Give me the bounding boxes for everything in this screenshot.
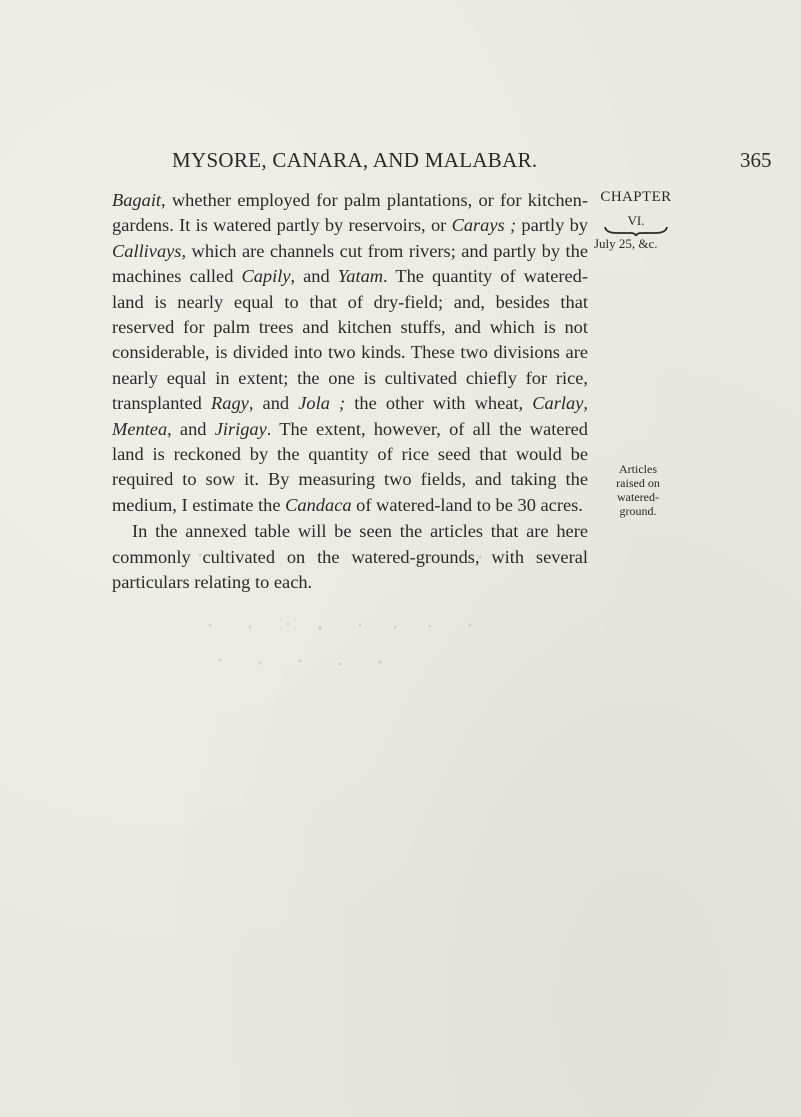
text-run: , [583, 393, 588, 414]
margin-note [593, 462, 683, 518]
chapter-number: VI. [627, 213, 645, 228]
show-through-marks [190, 545, 610, 695]
italic-term: Ragy [211, 393, 249, 414]
margin-note-line: ground. [619, 504, 657, 518]
paragraph [112, 188, 588, 518]
chapter-label: CHAPTER [600, 189, 672, 205]
italic-term: Jola ; [298, 393, 346, 414]
page-number: 365 [740, 148, 772, 172]
italic-term: Candaca [285, 494, 352, 515]
text-run: . The quantity of watered-land is nearly equal to that of dry-field; and, besides that reserved for palm trees and kitchen stuffs, and which is not considerable, is divided into two kinds. These two divisions are nearly equal in extent; the one is cultivated chiefly for rice, transplanted [112, 266, 588, 414]
body-text [112, 188, 588, 596]
margin-note-line: Articles [619, 462, 657, 476]
text-run: , and [167, 418, 215, 439]
italic-term: Jirigay [214, 418, 267, 439]
text-run: , and [248, 393, 299, 414]
text-run: In the annexed table will be seen the articles that are here commonly cultivated on the watered-grounds, with several particulars relating to each. [112, 521, 588, 593]
text-run: , which are channels cut from rivers; and partly by the machines called [112, 240, 588, 287]
italic-term: Carlay [532, 393, 584, 414]
italic-term: Mentea [112, 418, 168, 439]
margin-chapter [593, 189, 723, 236]
text-run: of watered-land to be 30 acres. [351, 494, 583, 515]
running-head: MYSORE, CANARA, AND MALABAR. [172, 148, 538, 172]
italic-term: Carays ; [451, 215, 517, 236]
text-run: partly by [516, 215, 588, 236]
italic-term: Yatam [337, 266, 384, 287]
text-run: . The extent, however, of all the watered land is reckoned by the quantity of rice seed that would be required to sow it. By measuring two fields, and taking the medium, I estimate the [112, 418, 588, 515]
italic-term: Capily [241, 266, 291, 287]
margin-note-line: watered- [617, 490, 659, 504]
text-run: , whether employed for palm plantations, or for kitchen-gardens. It is watered partly by reservoirs, or [112, 190, 588, 236]
text-run: , and [290, 266, 338, 287]
margin-date: July 25, &c. [594, 236, 658, 251]
margin-note-line: raised on [616, 476, 660, 490]
italic-term: Callivays [112, 240, 182, 261]
text-run: the other with wheat, [345, 393, 533, 414]
italic-term: Bagait [112, 190, 162, 210]
